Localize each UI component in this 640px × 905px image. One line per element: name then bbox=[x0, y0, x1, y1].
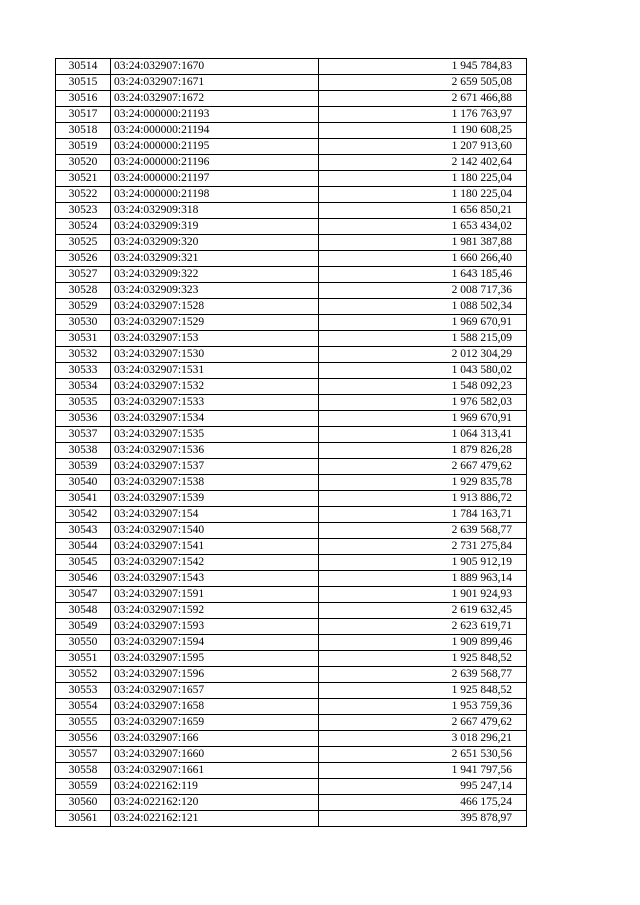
table-row bbox=[56, 59, 527, 75]
cadastral-value-cell: 1 088 502,34 bbox=[319, 299, 527, 315]
table-row bbox=[56, 379, 527, 395]
table-row bbox=[56, 203, 527, 219]
cadastral-number-cell: 03:24:022162:119 bbox=[111, 779, 319, 795]
row-number-cell: 30552 bbox=[56, 667, 111, 683]
cadastral-number-cell: 03:24:032909:323 bbox=[111, 283, 319, 299]
cadastral-value-cell: 2 623 619,71 bbox=[319, 619, 527, 635]
row-number-cell: 30560 bbox=[56, 795, 111, 811]
row-number-cell: 30522 bbox=[56, 187, 111, 203]
row-number-cell: 30519 bbox=[56, 139, 111, 155]
cadastral-value-cell: 995 247,14 bbox=[319, 779, 527, 795]
cadastral-value-cell: 2 012 304,29 bbox=[319, 347, 527, 363]
cadastral-value-cell: 1 889 963,14 bbox=[319, 571, 527, 587]
table-row bbox=[56, 347, 527, 363]
table-row bbox=[56, 811, 527, 827]
cadastral-value-cell: 1 913 886,72 bbox=[319, 491, 527, 507]
row-number-cell: 30520 bbox=[56, 155, 111, 171]
cadastral-number-cell: 03:24:000000:21196 bbox=[111, 155, 319, 171]
cadastral-number-cell: 03:24:032907:1595 bbox=[111, 651, 319, 667]
cadastral-number-cell: 03:24:032907:1532 bbox=[111, 379, 319, 395]
cadastral-number-cell: 03:24:000000:21193 bbox=[111, 107, 319, 123]
table-row bbox=[56, 763, 527, 779]
cadastral-number-cell: 03:24:032907:1594 bbox=[111, 635, 319, 651]
table-row bbox=[56, 715, 527, 731]
cadastral-value-cell: 395 878,97 bbox=[319, 811, 527, 827]
table-row bbox=[56, 187, 527, 203]
row-number-cell: 30514 bbox=[56, 59, 111, 75]
row-number-cell: 30537 bbox=[56, 427, 111, 443]
table-row bbox=[56, 555, 527, 571]
table-row bbox=[56, 219, 527, 235]
row-number-cell: 30557 bbox=[56, 747, 111, 763]
cadastral-number-cell: 03:24:022162:121 bbox=[111, 811, 319, 827]
cadastral-value-cell: 2 667 479,62 bbox=[319, 715, 527, 731]
table-row bbox=[56, 139, 527, 155]
row-number-cell: 30521 bbox=[56, 171, 111, 187]
table-row bbox=[56, 571, 527, 587]
table-row bbox=[56, 635, 527, 651]
cadastral-value-cell: 3 018 296,21 bbox=[319, 731, 527, 747]
cadastral-value-table bbox=[55, 58, 527, 827]
cadastral-value-cell: 1 909 899,46 bbox=[319, 635, 527, 651]
table-body bbox=[56, 59, 527, 827]
cadastral-value-cell: 2 142 402,64 bbox=[319, 155, 527, 171]
row-number-cell: 30561 bbox=[56, 811, 111, 827]
table-row bbox=[56, 267, 527, 283]
row-number-cell: 30535 bbox=[56, 395, 111, 411]
cadastral-number-cell: 03:24:032909:321 bbox=[111, 251, 319, 267]
table-row bbox=[56, 171, 527, 187]
table-row bbox=[56, 251, 527, 267]
cadastral-number-cell: 03:24:032907:1592 bbox=[111, 603, 319, 619]
table-row bbox=[56, 507, 527, 523]
cadastral-number-cell: 03:24:032907:1541 bbox=[111, 539, 319, 555]
row-number-cell: 30555 bbox=[56, 715, 111, 731]
table-row bbox=[56, 411, 527, 427]
cadastral-number-cell: 03:24:032907:1672 bbox=[111, 91, 319, 107]
table-row bbox=[56, 363, 527, 379]
cadastral-number-cell: 03:24:032907:1596 bbox=[111, 667, 319, 683]
table-row bbox=[56, 667, 527, 683]
table-row bbox=[56, 699, 527, 715]
cadastral-value-cell: 1 981 387,88 bbox=[319, 235, 527, 251]
table-row bbox=[56, 651, 527, 667]
row-number-cell: 30559 bbox=[56, 779, 111, 795]
table-row bbox=[56, 523, 527, 539]
cadastral-value-cell: 1 588 215,09 bbox=[319, 331, 527, 347]
table-row bbox=[56, 331, 527, 347]
table-row bbox=[56, 491, 527, 507]
table-row bbox=[56, 283, 527, 299]
cadastral-number-cell: 03:24:032907:1658 bbox=[111, 699, 319, 715]
cadastral-value-cell: 2 639 568,77 bbox=[319, 523, 527, 539]
table-row bbox=[56, 539, 527, 555]
cadastral-value-cell: 1 925 848,52 bbox=[319, 651, 527, 667]
cadastral-value-cell: 1 879 826,28 bbox=[319, 443, 527, 459]
cadastral-number-cell: 03:24:032909:320 bbox=[111, 235, 319, 251]
row-number-cell: 30523 bbox=[56, 203, 111, 219]
cadastral-number-cell: 03:24:032907:1531 bbox=[111, 363, 319, 379]
row-number-cell: 30528 bbox=[56, 283, 111, 299]
row-number-cell: 30541 bbox=[56, 491, 111, 507]
row-number-cell: 30558 bbox=[56, 763, 111, 779]
cadastral-number-cell: 03:24:032907:1661 bbox=[111, 763, 319, 779]
table-row bbox=[56, 603, 527, 619]
cadastral-value-cell: 1 969 670,91 bbox=[319, 411, 527, 427]
table-row bbox=[56, 475, 527, 491]
cadastral-number-cell: 03:24:032907:1593 bbox=[111, 619, 319, 635]
row-number-cell: 30543 bbox=[56, 523, 111, 539]
table-row bbox=[56, 779, 527, 795]
cadastral-value-cell: 1 656 850,21 bbox=[319, 203, 527, 219]
cadastral-number-cell: 03:24:032907:1657 bbox=[111, 683, 319, 699]
cadastral-number-cell: 03:24:032907:1535 bbox=[111, 427, 319, 443]
cadastral-value-cell: 1 784 163,71 bbox=[319, 507, 527, 523]
cadastral-value-cell: 1 190 608,25 bbox=[319, 123, 527, 139]
cadastral-number-cell: 03:24:032907:1671 bbox=[111, 75, 319, 91]
cadastral-value-cell: 1 969 670,91 bbox=[319, 315, 527, 331]
table-row bbox=[56, 619, 527, 635]
cadastral-number-cell: 03:24:032907:1528 bbox=[111, 299, 319, 315]
cadastral-value-cell: 1 929 835,78 bbox=[319, 475, 527, 491]
cadastral-value-cell: 1 660 266,40 bbox=[319, 251, 527, 267]
table-row bbox=[56, 795, 527, 811]
table-row bbox=[56, 123, 527, 139]
cadastral-number-cell: 03:24:022162:120 bbox=[111, 795, 319, 811]
row-number-cell: 30527 bbox=[56, 267, 111, 283]
row-number-cell: 30515 bbox=[56, 75, 111, 91]
cadastral-number-cell: 03:24:032907:1534 bbox=[111, 411, 319, 427]
row-number-cell: 30547 bbox=[56, 587, 111, 603]
row-number-cell: 30517 bbox=[56, 107, 111, 123]
row-number-cell: 30556 bbox=[56, 731, 111, 747]
row-number-cell: 30516 bbox=[56, 91, 111, 107]
cadastral-value-cell: 1 180 225,04 bbox=[319, 171, 527, 187]
cadastral-value-cell: 1 176 763,97 bbox=[319, 107, 527, 123]
cadastral-number-cell: 03:24:000000:21194 bbox=[111, 123, 319, 139]
row-number-cell: 30548 bbox=[56, 603, 111, 619]
row-number-cell: 30532 bbox=[56, 347, 111, 363]
table-row bbox=[56, 747, 527, 763]
row-number-cell: 30536 bbox=[56, 411, 111, 427]
cadastral-value-cell: 2 619 632,45 bbox=[319, 603, 527, 619]
cadastral-value-cell: 1 548 092,23 bbox=[319, 379, 527, 395]
row-number-cell: 30539 bbox=[56, 459, 111, 475]
cadastral-value-cell: 1 945 784,83 bbox=[319, 59, 527, 75]
row-number-cell: 30534 bbox=[56, 379, 111, 395]
cadastral-value-cell: 1 905 912,19 bbox=[319, 555, 527, 571]
cadastral-number-cell: 03:24:032907:1540 bbox=[111, 523, 319, 539]
cadastral-number-cell: 03:24:000000:21198 bbox=[111, 187, 319, 203]
cadastral-value-cell: 2 008 717,36 bbox=[319, 283, 527, 299]
cadastral-number-cell: 03:24:000000:21197 bbox=[111, 171, 319, 187]
cadastral-number-cell: 03:24:032909:322 bbox=[111, 267, 319, 283]
row-number-cell: 30524 bbox=[56, 219, 111, 235]
cadastral-value-cell: 1 643 185,46 bbox=[319, 267, 527, 283]
row-number-cell: 30549 bbox=[56, 619, 111, 635]
row-number-cell: 30525 bbox=[56, 235, 111, 251]
cadastral-number-cell: 03:24:000000:21195 bbox=[111, 139, 319, 155]
cadastral-number-cell: 03:24:032907:1539 bbox=[111, 491, 319, 507]
cadastral-number-cell: 03:24:032907:1670 bbox=[111, 59, 319, 75]
cadastral-number-cell: 03:24:032907:166 bbox=[111, 731, 319, 747]
cadastral-number-cell: 03:24:032907:1660 bbox=[111, 747, 319, 763]
cadastral-number-cell: 03:24:032907:154 bbox=[111, 507, 319, 523]
row-number-cell: 30551 bbox=[56, 651, 111, 667]
cadastral-value-cell: 1 941 797,56 bbox=[319, 763, 527, 779]
cadastral-number-cell: 03:24:032907:153 bbox=[111, 331, 319, 347]
row-number-cell: 30544 bbox=[56, 539, 111, 555]
table-row bbox=[56, 107, 527, 123]
cadastral-value-cell: 1 064 313,41 bbox=[319, 427, 527, 443]
row-number-cell: 30542 bbox=[56, 507, 111, 523]
table-row bbox=[56, 731, 527, 747]
cadastral-value-cell: 1 180 225,04 bbox=[319, 187, 527, 203]
table-row bbox=[56, 235, 527, 251]
cadastral-number-cell: 03:24:032907:1529 bbox=[111, 315, 319, 331]
cadastral-value-cell: 2 639 568,77 bbox=[319, 667, 527, 683]
cadastral-number-cell: 03:24:032907:1543 bbox=[111, 571, 319, 587]
table-row bbox=[56, 155, 527, 171]
row-number-cell: 30531 bbox=[56, 331, 111, 347]
cadastral-value-cell: 2 671 466,88 bbox=[319, 91, 527, 107]
cadastral-number-cell: 03:24:032907:1591 bbox=[111, 587, 319, 603]
row-number-cell: 30533 bbox=[56, 363, 111, 379]
row-number-cell: 30538 bbox=[56, 443, 111, 459]
cadastral-value-cell: 2 651 530,56 bbox=[319, 747, 527, 763]
table-row bbox=[56, 395, 527, 411]
row-number-cell: 30540 bbox=[56, 475, 111, 491]
table-row bbox=[56, 299, 527, 315]
table-row bbox=[56, 587, 527, 603]
row-number-cell: 30545 bbox=[56, 555, 111, 571]
cadastral-number-cell: 03:24:032907:1542 bbox=[111, 555, 319, 571]
cadastral-value-cell: 1 043 580,02 bbox=[319, 363, 527, 379]
cadastral-number-cell: 03:24:032907:1533 bbox=[111, 395, 319, 411]
row-number-cell: 30530 bbox=[56, 315, 111, 331]
table-row bbox=[56, 315, 527, 331]
table-row bbox=[56, 459, 527, 475]
table-row bbox=[56, 443, 527, 459]
table-row bbox=[56, 683, 527, 699]
row-number-cell: 30526 bbox=[56, 251, 111, 267]
cadastral-value-cell: 2 731 275,84 bbox=[319, 539, 527, 555]
table-row bbox=[56, 75, 527, 91]
cadastral-value-cell: 1 207 913,60 bbox=[319, 139, 527, 155]
cadastral-number-cell: 03:24:032907:1530 bbox=[111, 347, 319, 363]
cadastral-number-cell: 03:24:032909:318 bbox=[111, 203, 319, 219]
cadastral-number-cell: 03:24:032907:1536 bbox=[111, 443, 319, 459]
cadastral-value-cell: 1 976 582,03 bbox=[319, 395, 527, 411]
cadastral-value-cell: 1 901 924,93 bbox=[319, 587, 527, 603]
cadastral-value-cell: 2 667 479,62 bbox=[319, 459, 527, 475]
cadastral-value-cell: 1 653 434,02 bbox=[319, 219, 527, 235]
cadastral-number-cell: 03:24:032907:1537 bbox=[111, 459, 319, 475]
cadastral-number-cell: 03:24:032907:1659 bbox=[111, 715, 319, 731]
row-number-cell: 30529 bbox=[56, 299, 111, 315]
cadastral-value-cell: 466 175,24 bbox=[319, 795, 527, 811]
row-number-cell: 30554 bbox=[56, 699, 111, 715]
row-number-cell: 30518 bbox=[56, 123, 111, 139]
cadastral-number-cell: 03:24:032907:1538 bbox=[111, 475, 319, 491]
cadastral-value-cell: 1 953 759,36 bbox=[319, 699, 527, 715]
cadastral-value-cell: 2 659 505,08 bbox=[319, 75, 527, 91]
cadastral-number-cell: 03:24:032909:319 bbox=[111, 219, 319, 235]
row-number-cell: 30546 bbox=[56, 571, 111, 587]
table-row bbox=[56, 427, 527, 443]
cadastral-value-cell: 1 925 848,52 bbox=[319, 683, 527, 699]
row-number-cell: 30553 bbox=[56, 683, 111, 699]
row-number-cell: 30550 bbox=[56, 635, 111, 651]
table-row bbox=[56, 91, 527, 107]
